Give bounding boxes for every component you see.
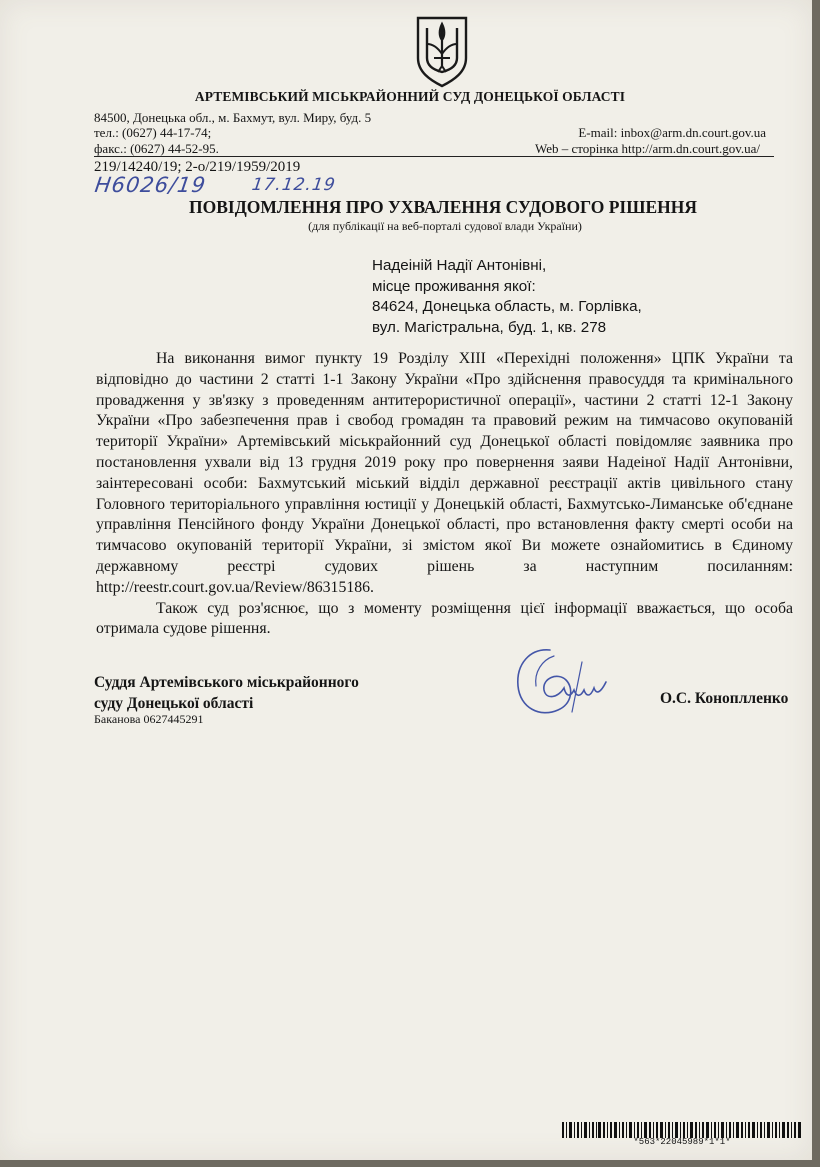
coat-of-arms-trident-icon	[414, 14, 470, 88]
addressee-line: Надеіній Надії Антонівні,	[372, 257, 547, 274]
addressee-line: місце проживання якої:	[372, 277, 536, 295]
document-subtitle: (для публікації на веб-порталі судової влади України)	[308, 219, 582, 233]
handwritten-registration-number: Н6026/19	[93, 173, 208, 197]
body-paragraph: На виконання вимог пункту 19 Розділу XIII «Перехідні положення» ЦПК України та відповідно до частини 2 статті 1-1 Закону України «Про здійснення правосуддя та кримінального провадження у зв'язку з проведенням антитерористичної операції», частини 2 статті 12-1 Закону України «Про забезпечення прав і свобод громадян та правовий режим на тимчасово окупованій території України» Артемівський міськрайонний суд Донецької області повідомляє заявника про постановлення ухвали від 13 грудня 2019 року про повернення заяви Надеіної Надії Антонівни, заінтересовані особи: Бахмутський міський відділ державної реєстрації актів цивільного стану Головного територіального управління юстиції у Донецькій області, Бахмутсько-Лиманське об'єднане управління Пенсійного фонду України Донецької області, про встановлення факту смерті особи на тимчасово окупованій території України, зі змістом якої Ви можете ознайомитись в Єдиному державному реєстрі судових рішень за наступним посиланням: http://reestr.court.gov.ua/Review/86315186.	[96, 350, 793, 596]
court-website: Web – сторінка http://arm.dn.court.gov.ua/	[534, 141, 760, 156]
court-fax: факс.: (0627) 44-52-95.	[94, 141, 219, 156]
barcode-number: *563*22045989*1*1*	[633, 1137, 731, 1147]
court-name-heading: АРТЕМІВСЬКИЙ МІСЬКРАЙОННИЙ СУД ДОНЕЦЬКОЇ ОБЛАСТІ	[194, 89, 626, 104]
addressee-line: 84624, Донецька область, м. Горлівка,	[372, 298, 642, 315]
court-email: E-mail: inbox@arm.dn.court.gov.ua	[578, 125, 766, 140]
document-barcode	[562, 1122, 802, 1138]
case-numbers: 219/14240/19; 2-о/219/1959/2019	[94, 159, 301, 175]
court-address: 84500, Донецька обл., м. Бахмут, вул. Миру, буд. 5	[94, 110, 372, 125]
addressee-block	[372, 256, 642, 338]
executor-contact: Баканова 0627445291	[94, 712, 204, 726]
judge-title-line: суду Донецької області	[94, 694, 254, 712]
judge-name: О.С. Коноплленко	[660, 690, 789, 707]
header-divider	[94, 156, 774, 157]
body-paragraph: Також суд роз'яснює, що з моменту розміщення цієї інформації вважається, що особа отримала судове рішення.	[96, 599, 793, 638]
handwritten-registration-date: 17.12.19	[250, 175, 338, 195]
judge-title	[94, 673, 359, 714]
addressee-line: вул. Магістральна, буд. 1, кв. 278	[372, 318, 607, 336]
document-title: ПОВІДОМЛЕННЯ ПРО УХВАЛЕННЯ СУДОВОГО РІШЕННЯ	[188, 197, 697, 217]
court-phone: тел.: (0627) 44-17-74;	[94, 125, 212, 140]
judge-title-line: Суддя Артемівського міськрайонного	[94, 674, 359, 691]
handwritten-signature-icon	[512, 642, 612, 720]
notice-body	[96, 349, 793, 640]
